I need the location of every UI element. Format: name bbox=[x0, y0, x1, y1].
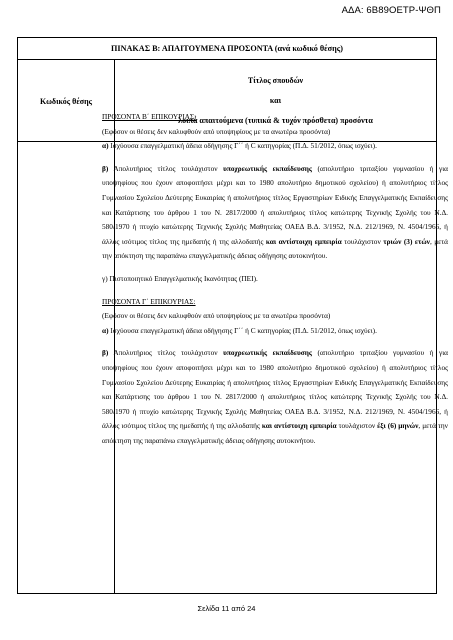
b-item-a bbox=[102, 139, 448, 154]
b-intro: (Εφόσον οι θέσεις δεν καλυφθούν από υποψηφίους με τα ανωτέρω προσόντα) bbox=[102, 126, 331, 136]
qualifications-header-line2: και bbox=[269, 96, 282, 105]
page-number: Σελίδα 11 από 24 bbox=[197, 604, 256, 613]
position-code-header: Κωδικός θέσης bbox=[40, 96, 92, 106]
c-item-b-text2: (απολυτήριο τριταξίου γυμνασίου ή για υποψηφίους που έχουν αποφοιτήσει μέχρι και το 1980 απολυτήριο δημοτικού σχολείου) ή απολυτήριος τίτλος Γυμνασίου Σχολείου Δεύτερης Ευκαιρίας ή απολυτήριος τίτλος Εργαστηρίων Ειδικής Επαγγελματικής Εκπαίδευσης και Κατάρτισης του άρθρου 1 του Ν. 2817/2000 ή απολυτήριος τίτλος κατώτερης Τεχνικής Σχολής του Ν.Δ. 580/1970 ή πτυχίο κατώτερης Τεχνικής Σχολής Μαθητείας ΟΑΕΔ Β.Δ. 3/1952, Ν.Δ. 212/1969, Ν. 4504/1966, ή άλλος ισότιμος τίτλος της ημεδαπής ή της αλλοδαπής bbox=[102, 348, 448, 431]
b-item-b-text3: τουλάχιστον bbox=[341, 236, 384, 246]
document-ada-code: ΑΔΑ: 6Β89ΟΕΤΡ-ΨΘΠ bbox=[341, 5, 441, 16]
b-item-b-text1: Απολυτήριος τίτλος τουλάχιστον bbox=[108, 163, 224, 173]
c-item-a-text: Ισχύουσα επαγγελματική άδεια οδήγησης Γ΄΄ ή C κατηγορίας (Π.Δ. 51/2012, όπως ισχύει). bbox=[108, 325, 377, 335]
c-item-b-bold3: έξι (6) μηνών bbox=[377, 421, 419, 431]
c-intro: (Εφόσον οι θέσεις δεν καλυφθούν από υποψηφίους με τα ανωτέρω προσόντα) bbox=[102, 311, 331, 321]
c-item-a bbox=[102, 324, 448, 339]
c-item-b bbox=[102, 346, 448, 448]
b-item-b-text4: , μετά την απόκτηση της παραπάνω επαγγελματικής άδειας οδήγησης αυτοκινήτου. bbox=[102, 236, 449, 261]
c-item-b-label: β) bbox=[102, 348, 109, 358]
table-title: ΠΙΝΑΚΑΣ Β: ΑΠΑΙΤΟΥΜΕΝΑ ΠΡΟΣΟΝΤΑ (ανά κωδικό θέσης) bbox=[18, 38, 436, 60]
qualifications-header-line1: Τίτλος σπουδών bbox=[247, 76, 304, 85]
b-item-c: γ) Πιστοποιητικό Επαγγελματικής Ικανότητας (ΠΕΙ). bbox=[102, 273, 258, 283]
b-item-b-label: β) bbox=[102, 163, 109, 173]
c-item-b-text1: Απολυτήριος τίτλος τουλάχιστον bbox=[108, 348, 224, 358]
b-item-b-bold3: τριών (3) ετών bbox=[383, 236, 430, 246]
c-item-b-bold2: και αντίστοιχη εμπειρία bbox=[261, 421, 337, 431]
qualifications-content bbox=[102, 110, 448, 448]
c-item-b-text4: , μετά την απόκτηση της παραπάνω επαγγελματικής άδειας οδήγησης αυτοκινήτου. bbox=[102, 421, 448, 445]
c-item-b-text3: τουλάχιστον bbox=[336, 421, 378, 431]
b-auxiliary-heading: ΠΡΟΣΟΝΤΑ Β΄ ΕΠΙΚΟΥΡΙΑΣ: bbox=[102, 112, 197, 121]
b-item-a-label: α) bbox=[102, 141, 109, 151]
b-item-a-text: Ισχύουσα επαγγελματική άδεια οδήγησης Γ΄΄ ή C κατηγορίας (Π.Δ. 51/2012, όπως ισχύει). bbox=[108, 141, 377, 151]
b-item-b-bold2: και αντίστοιχη εμπειρία bbox=[265, 236, 342, 246]
qualifications-header-line3: λοιπά απαιτούμενα (τυπικά & τυχόν πρόσθετα) προσόντα bbox=[178, 116, 373, 125]
b-item-b-bold1: υποχρεωτικής εκπαίδευσης bbox=[223, 163, 312, 173]
b-item-b bbox=[102, 162, 448, 264]
b-item-b-text2: (απολυτήριο τριταξίου γυμνασίου ή για υποψηφίους που έχουν αποφοιτήσει μέχρι και το 1980 απολυτήριο δημοτικού σχολείου) ή απολυτήριος τίτλος Γυμνασίου Σχολείου Δεύτερης Ευκαιρίας ή απολυτήριος τίτλος Εργαστηρίων Ειδικής Επαγγελματικής Εκπαίδευσης και Κατάρτισης του άρθρου 1 του Ν. 2817/2000 ή απολυτήριος τίτλος κατώτερης Τεχνικής Σχολής του Ν.Δ. 580/1970 ή πτυχίο κατώτερης Τεχνικής Σχολής Μαθητείας ΟΑΕΔ Β.Δ. 3/1952, Ν.Δ. 212/1969, Ν. 4504/1966, ή άλλος ισότιμος τίτλος της ημεδαπής ή της αλλοδαπής bbox=[102, 163, 448, 246]
c-item-a-label: α) bbox=[102, 325, 109, 335]
c-item-b-bold1: υποχρεωτικής εκπαίδευσης bbox=[223, 348, 312, 358]
c-auxiliary-heading: ΠΡΟΣΟΝΤΑ Γ΄ ΕΠΙΚΟΥΡΙΑΣ: bbox=[102, 296, 196, 306]
